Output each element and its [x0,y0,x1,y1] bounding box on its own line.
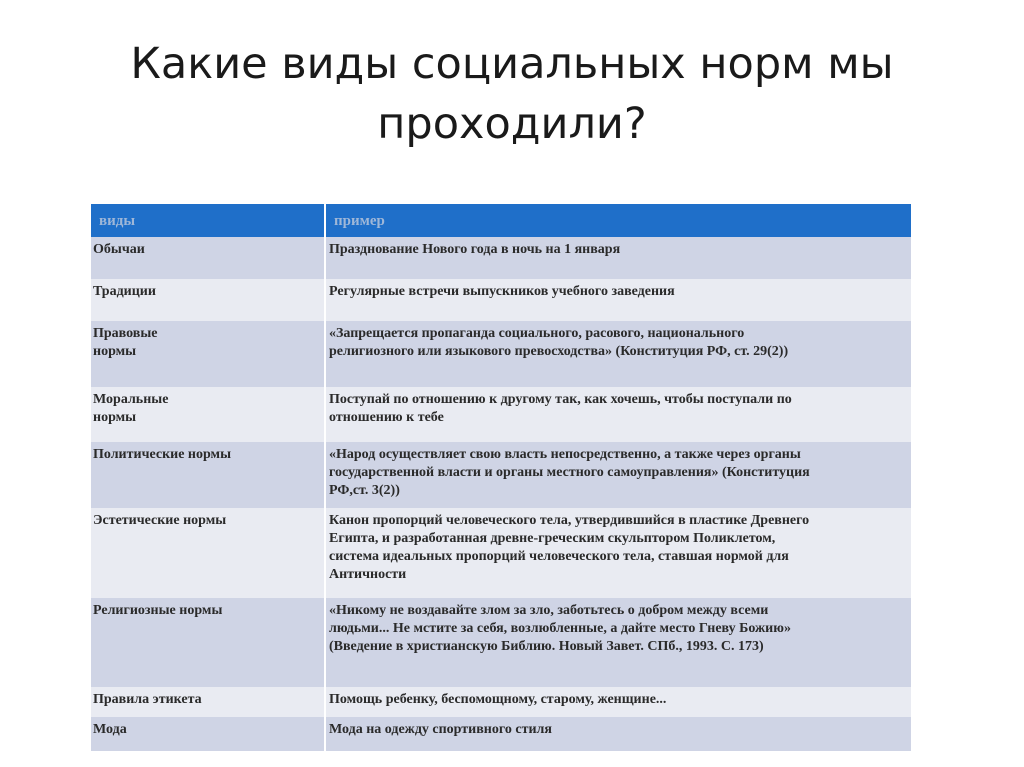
norm-kind-text: Правила этикета [93,692,202,707]
norm-example-text: Мода на одежду спортивного стиля [329,722,552,737]
norm-example-text: (Введение в христианскую Библию. Новый Завет. СПб., 1993. С. 173) [329,639,764,654]
norm-example-text: Египта, и разработанная древне-греческим скульптором Поликлетом, [329,531,776,546]
slide-title [0,34,1024,154]
table-row [91,717,911,751]
norm-kind-cell [91,237,325,279]
table-row [91,442,911,508]
norm-example-cell [325,442,911,508]
norm-example-text: Помощь ребенку, беспомощному, старому, женщине... [329,692,667,707]
norm-example-text: «Никому не воздавайте злом за зло, заботьтесь о добром между всеми [329,603,769,618]
norm-example-cell [325,598,911,687]
norm-example-text: «Народ осуществляет свою власть непосредственно, а также через органы [329,447,801,462]
norm-example-cell [325,508,911,598]
norm-kind-cell [91,321,325,387]
norm-kind-text: Обычаи [93,242,145,257]
norm-example-cell [325,237,911,279]
column-header-example: пример [325,204,911,237]
norm-kind-cell [91,598,325,687]
table-row [91,508,911,598]
norm-example-text: Поступай по отношению к другому так, как хочешь, чтобы поступали по [329,392,792,407]
norm-example-cell [325,279,911,321]
table-row [91,687,911,717]
norm-example-text: государственной власти и органы местного самоуправления» (Конституция [329,465,810,480]
slide-title-line-1: Какие виды социальных норм мы [130,39,894,89]
table-row [91,321,911,387]
norm-kind-text: нормы [93,410,137,425]
norm-example-text: Празднование Нового года в ночь на 1 января [329,242,621,257]
norm-example-cell [325,387,911,442]
norm-example-cell [325,717,911,751]
norms-table-container [91,204,911,751]
norm-kind-text: Эстетические нормы [93,513,227,528]
norm-example-text: Регулярные встречи выпускников учебного заведения [329,284,675,299]
norm-kind-text: Религиозные нормы [93,603,223,618]
norm-example-text: «Запрещается пропаганда социального, расового, национального [329,326,745,341]
norm-example-text: людьми... Не мстите за себя, возлюбленные, а дайте место Гневу Божию» [329,621,791,636]
table-row [91,598,911,687]
column-header-kinds: виды [91,204,325,237]
norm-example-text: система идеальных пропорций человеческого тела, ставшая нормой для [329,549,789,564]
table-row [91,237,911,279]
norm-kind-cell [91,508,325,598]
norm-example-text: РФ,ст. 3(2)) [329,483,400,498]
norm-kind-text: Мода [93,722,127,737]
norm-kind-text: Политические нормы [93,447,232,462]
norm-kind-text: Традиции [93,284,156,299]
norm-example-text: Канон пропорций человеческого тела, утвердившийся в пластике Древнего [329,513,810,528]
table-row [91,279,911,321]
norm-example-cell [325,687,911,717]
table-header-row [91,204,911,237]
norm-kind-text: нормы [93,344,137,359]
norm-kind-text: Правовые [93,326,158,341]
norms-table [91,204,911,751]
norm-kind-cell [91,717,325,751]
norm-kind-cell [91,279,325,321]
norm-kind-cell [91,442,325,508]
norm-example-text: религиозного или языкового превосходства» (Конституция РФ, ст. 29(2)) [329,344,789,359]
norm-example-cell [325,321,911,387]
table-row [91,387,911,442]
norm-kind-cell [91,387,325,442]
norm-example-text: отношению к тебе [329,410,444,425]
slide-title-line-2: проходили? [377,99,647,149]
norm-kind-cell [91,687,325,717]
norm-kind-text: Моральные [93,392,169,407]
norm-example-text: Античности [329,567,407,582]
